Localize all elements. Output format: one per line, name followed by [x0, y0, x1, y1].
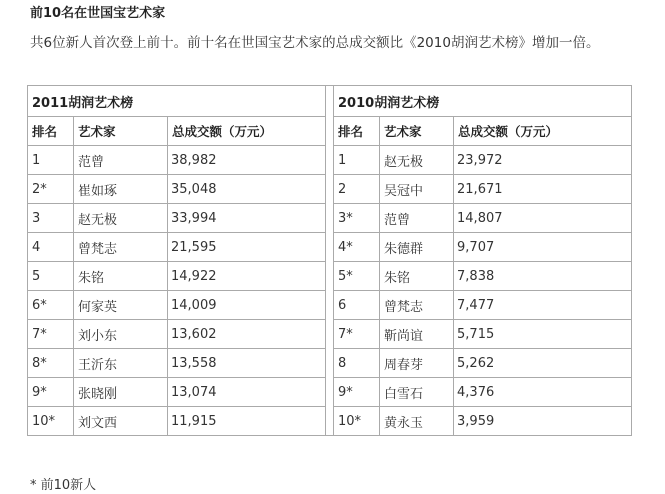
cell-rank-2011: 10*	[28, 407, 74, 436]
cell-total-2010: 7,477	[454, 291, 632, 320]
cell-rank-2010: 10*	[334, 407, 380, 436]
cell-artist-2010: 朱铭	[380, 262, 454, 291]
cell-rank-2010: 7*	[334, 320, 380, 349]
header-artist-2010: 艺术家	[380, 117, 454, 146]
cell-total-2010: 23,972	[454, 146, 632, 175]
article-intro: 共6位新人首次登上前十。前十名在世国宝艺术家的总成交额比《2010胡润艺术榜》增加一倍。	[30, 35, 600, 51]
cell-artist-2010: 周春芽	[380, 349, 454, 378]
article-heading: 前10名在世国宝艺术家	[30, 6, 166, 21]
cell-artist-2010: 白雪石	[380, 378, 454, 407]
cell-total-2010: 3,959	[454, 407, 632, 436]
cell-rank-2011: 3	[28, 204, 74, 233]
cell-artist-2010: 范曾	[380, 204, 454, 233]
cell-artist-2011: 曾梵志	[74, 233, 168, 262]
footnote: * 前10新人	[30, 478, 97, 493]
cell-rank-2010: 4*	[334, 233, 380, 262]
header-artist-2011: 艺术家	[74, 117, 168, 146]
cell-total-2010: 5,715	[454, 320, 632, 349]
cell-rank-2011: 6*	[28, 291, 74, 320]
cell-total-2010: 5,262	[454, 349, 632, 378]
cell-rank-2011: 5	[28, 262, 74, 291]
cell-total-2011: 14,922	[168, 262, 326, 291]
cell-rank-2011: 2*	[28, 175, 74, 204]
cell-artist-2010: 靳尚谊	[380, 320, 454, 349]
cell-total-2010: 4,376	[454, 378, 632, 407]
year-title-2011: 2011胡润艺术榜	[28, 86, 326, 117]
cell-rank-2011: 8*	[28, 349, 74, 378]
header-total-2011: 总成交额（万元）	[168, 117, 326, 146]
cell-total-2011: 35,048	[168, 175, 326, 204]
cell-artist-2011: 何家英	[74, 291, 168, 320]
cell-artist-2011: 张晓刚	[74, 378, 168, 407]
column-gap	[326, 86, 334, 436]
header-rank-2011: 排名	[28, 117, 74, 146]
cell-artist-2010: 赵无极	[380, 146, 454, 175]
cell-rank-2010: 8	[334, 349, 380, 378]
cell-rank-2011: 4	[28, 233, 74, 262]
header-total-2010: 总成交额（万元）	[454, 117, 632, 146]
cell-total-2011: 13,558	[168, 349, 326, 378]
header-rank-2010: 排名	[334, 117, 380, 146]
cell-rank-2010: 5*	[334, 262, 380, 291]
cell-total-2010: 21,671	[454, 175, 632, 204]
cell-rank-2010: 2	[334, 175, 380, 204]
cell-artist-2011: 崔如琢	[74, 175, 168, 204]
cell-total-2011: 13,602	[168, 320, 326, 349]
cell-total-2010: 14,807	[454, 204, 632, 233]
cell-total-2010: 7,838	[454, 262, 632, 291]
cell-rank-2010: 3*	[334, 204, 380, 233]
cell-total-2011: 13,074	[168, 378, 326, 407]
cell-artist-2011: 赵无极	[74, 204, 168, 233]
cell-total-2011: 38,982	[168, 146, 326, 175]
cell-artist-2011: 范曾	[74, 146, 168, 175]
cell-rank-2010: 1	[334, 146, 380, 175]
cell-total-2011: 21,595	[168, 233, 326, 262]
cell-artist-2011: 王沂东	[74, 349, 168, 378]
cell-rank-2011: 7*	[28, 320, 74, 349]
cell-total-2011: 33,994	[168, 204, 326, 233]
year-title-2010: 2010胡润艺术榜	[334, 86, 632, 117]
year-title-row	[28, 86, 632, 117]
cell-artist-2010: 黄永玉	[380, 407, 454, 436]
cell-total-2011: 14,009	[168, 291, 326, 320]
cell-rank-2011: 9*	[28, 378, 74, 407]
cell-total-2011: 11,915	[168, 407, 326, 436]
cell-artist-2010: 曾梵志	[380, 291, 454, 320]
cell-rank-2011: 1	[28, 146, 74, 175]
cell-artist-2010: 朱德群	[380, 233, 454, 262]
cell-total-2010: 9,707	[454, 233, 632, 262]
ranking-table	[27, 85, 632, 436]
cell-artist-2010: 吴冠中	[380, 175, 454, 204]
cell-rank-2010: 9*	[334, 378, 380, 407]
cell-artist-2011: 刘小东	[74, 320, 168, 349]
cell-rank-2010: 6	[334, 291, 380, 320]
cell-artist-2011: 朱铭	[74, 262, 168, 291]
cell-artist-2011: 刘文西	[74, 407, 168, 436]
